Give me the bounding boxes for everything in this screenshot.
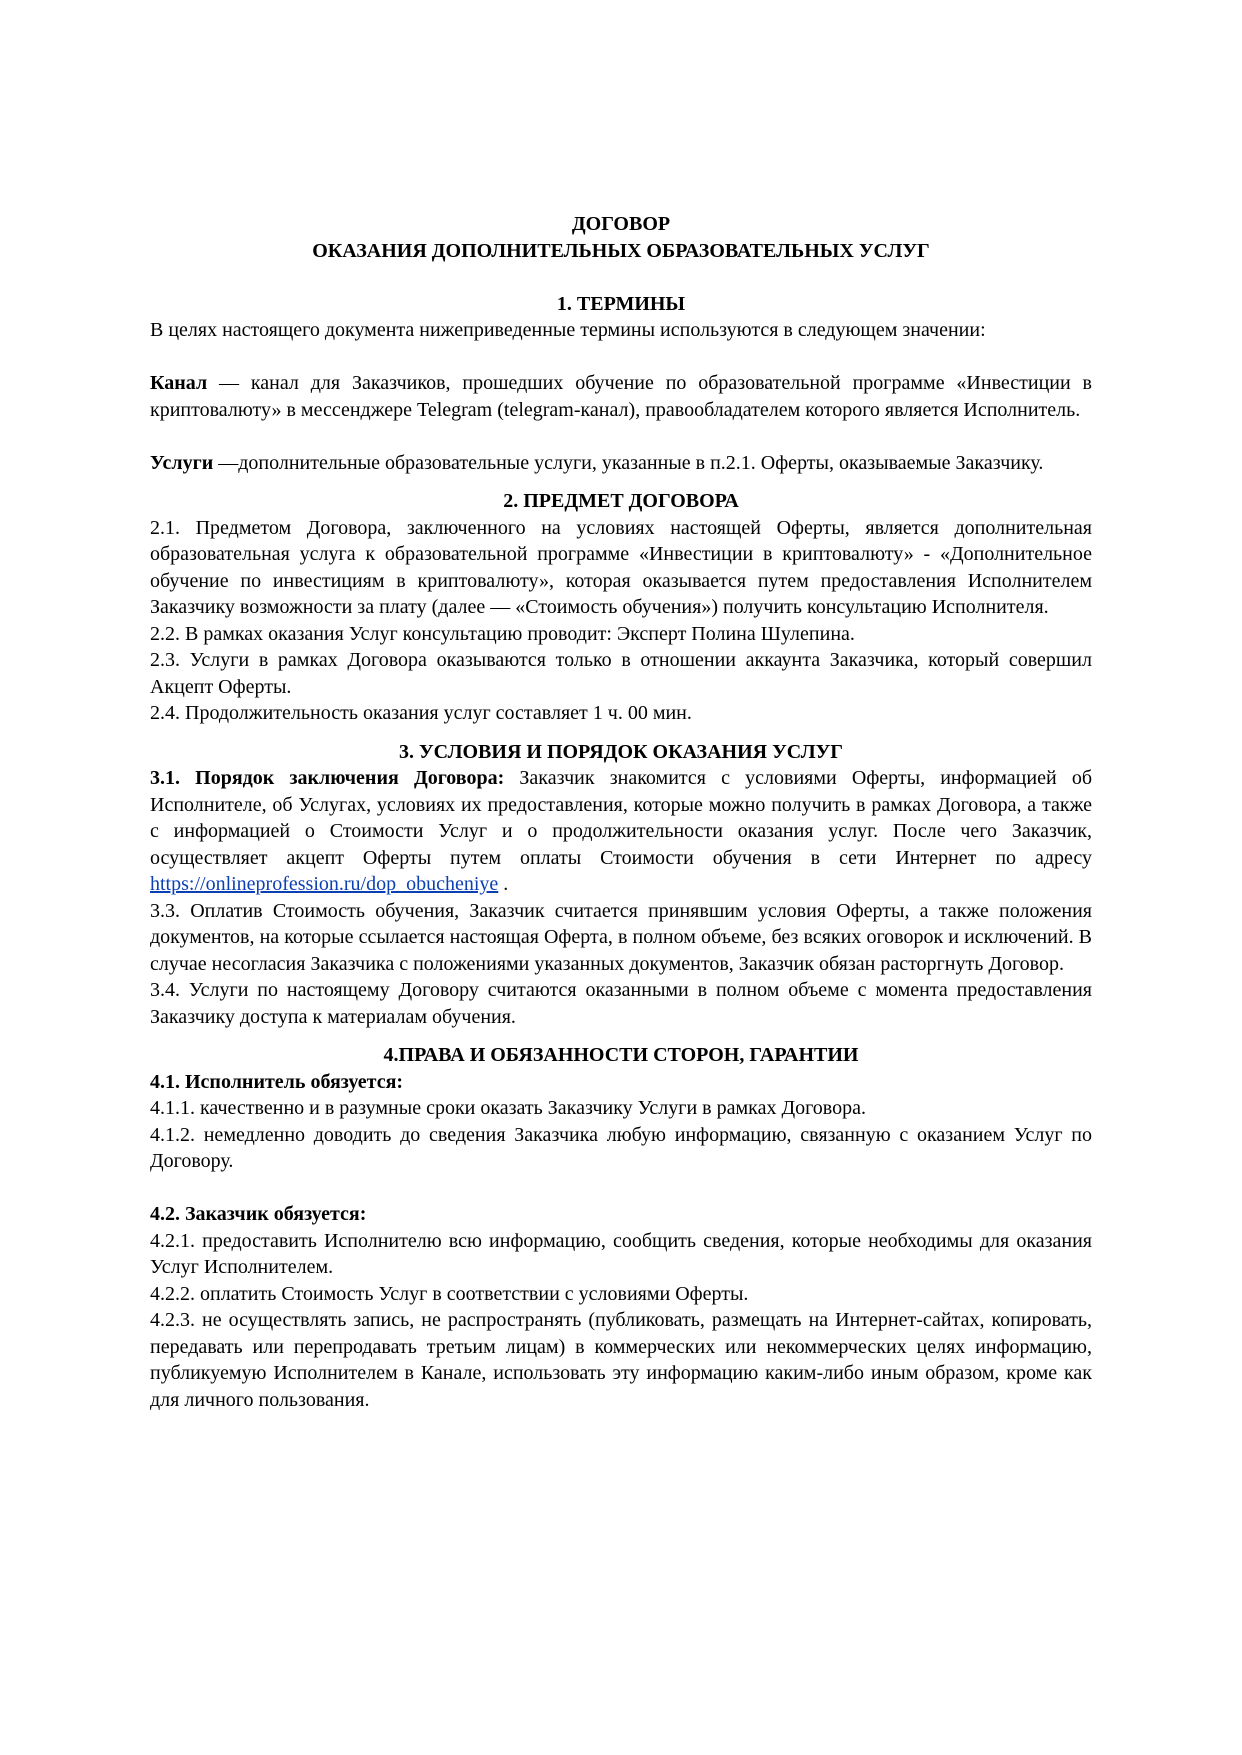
spacer bbox=[150, 344, 1092, 371]
spacer bbox=[150, 423, 1092, 450]
section-heading: 4.ПРАВА И ОБЯЗАННОСТИ СТОРОН, ГАРАНТИИ bbox=[383, 1044, 859, 1066]
clause-text: Заказчик знакомится с условиями Оферты, информацией об Исполнителе, об Услугах, условиях их предоставления, которые можно получить в рамках Договора, а также с информацией о Стоимости Услуг и о продолжительности оказания услуг. После чего Заказчик, осуществляет акцепт Оферты путем оплаты Стоимости обучения в сети Интернет по адресу bbox=[150, 767, 1093, 869]
section-heading: 2. ПРЕДМЕТ ДОГОВОРА bbox=[503, 490, 739, 512]
clause-3-3: 3.3. Оплатив Стоимость обучения, Заказчик считается принявшим условия Оферты, а также положения документов, на которые ссылается настоящая Оферта, в полном объеме, без всяких оговорок и исключений. В случае несогласия Заказчика с положениями указанных документов, Заказчик обязан расторгнуть Договор. bbox=[150, 899, 1092, 975]
term-definition bbox=[150, 450, 1092, 477]
section-rights bbox=[150, 1042, 1092, 1413]
paragraph: В целях настоящего документа нижеприведенные термины используются в следующем значении: bbox=[150, 319, 986, 341]
section-heading: 1. ТЕРМИНЫ bbox=[556, 292, 686, 315]
payment-link[interactable]: https://onlineprofession.ru/dop_obucheniye bbox=[150, 873, 499, 895]
clause-4-1-1: 4.1.1. качественно и в разумные сроки оказать Заказчику Услуги в рамках Договора. bbox=[150, 1097, 866, 1119]
term-name: Услуги bbox=[150, 451, 214, 474]
clause-tail: . bbox=[498, 873, 509, 895]
clause-2-1: 2.1. Предметом Договора, заключенного на условиях настоящей Оферты, является дополнительная образовательная услуга к образовательной программе «Инвестиции в криптовалюту» - «Дополнительное обучение по инвестициям в криптовалюту», которая оказывается путем предоставления Исполнителем Заказчику возможности за плату (далее — «Стоимость обучения») получить консультацию Исполнителя. bbox=[150, 516, 1092, 618]
clause-2-3: 2.3. Услуги в рамках Договора оказываются только в отношении аккаунта Заказчика, который совершил Акцепт Оферты. bbox=[150, 649, 1092, 698]
clause-4-1-2: 4.1.2. немедленно доводить до сведения Заказчика любую информацию, связанную с оказанием Услуг по Договору. bbox=[150, 1123, 1092, 1172]
title-line-2: ОКАЗАНИЯ ДОПОЛНИТЕЛЬНЫХ ОБРАЗОВАТЕЛЬНЫХ УСЛУГ bbox=[312, 239, 930, 262]
clause-3-1 bbox=[150, 765, 1092, 898]
section-terms bbox=[150, 291, 1092, 477]
term-definition bbox=[150, 370, 1092, 423]
section-heading: 3. УСЛОВИЯ И ПОРЯДОК ОКАЗАНИЯ УСЛУГ bbox=[398, 740, 844, 763]
subheading-executor: 4.1. Исполнитель обязуется: bbox=[150, 1070, 404, 1093]
clause-3-4: 3.4. Услуги по настоящему Договору считаются оказанными в полном объеме с момента предоставления Заказчику доступа к материалам обучения. bbox=[150, 979, 1092, 1028]
clause-4-2-1: 4.2.1. предоставить Исполнителю всю информацию, сообщить сведения, которые необходимы для оказания Услуг Исполнителем. bbox=[150, 1229, 1092, 1278]
spacer bbox=[150, 476, 1092, 488]
spacer bbox=[150, 1175, 1092, 1202]
term-name: Канал bbox=[150, 372, 208, 394]
clause-4-2-3: 4.2.3. не осуществлять запись, не распространять (публиковать, размещать на Интернет-сайтах, копировать, передавать или перепродавать третьим лицам) в коммерческих или некоммерческих целях информацию, публикуемую Исполнителем в Канале, использовать эту информацию каким-либо иным образом, кроме как для личного пользования. bbox=[150, 1309, 1092, 1411]
clause-4-2-2: 4.2.2. оплатить Стоимость Услуг в соответствии с условиями Оферты. bbox=[150, 1282, 749, 1305]
term-text: —дополнительные образовательные услуги, указанные в п.2.1. Оферты, оказываемые Заказчику. bbox=[213, 451, 1044, 474]
clause-2-4: 2.4. Продолжительность оказания услуг составляет 1 ч. 00 мин. bbox=[150, 702, 692, 724]
clause-2-2: 2.2. В рамках оказания Услуг консультацию проводит: Эксперт Полина Шулепина. bbox=[150, 622, 855, 645]
spacer bbox=[150, 1030, 1092, 1042]
spacer bbox=[150, 727, 1092, 739]
section-conditions bbox=[150, 739, 1092, 1031]
section-subject bbox=[150, 488, 1092, 727]
subheading-customer: 4.2. Заказчик обязуется: bbox=[150, 1203, 367, 1225]
title-line-1: ДОГОВОР bbox=[571, 213, 671, 235]
term-text: — канал для Заказчиков, прошедших обучение по образовательной программе «Инвестиции в криптовалюту» в мессенджере Telegram (telegram-канал), правообладателем которого является Исполнитель. bbox=[150, 372, 1092, 421]
document-title bbox=[150, 211, 1092, 264]
spacer bbox=[150, 264, 1092, 291]
clause-lead: 3.1. Порядок заключения Договора: bbox=[150, 767, 505, 789]
